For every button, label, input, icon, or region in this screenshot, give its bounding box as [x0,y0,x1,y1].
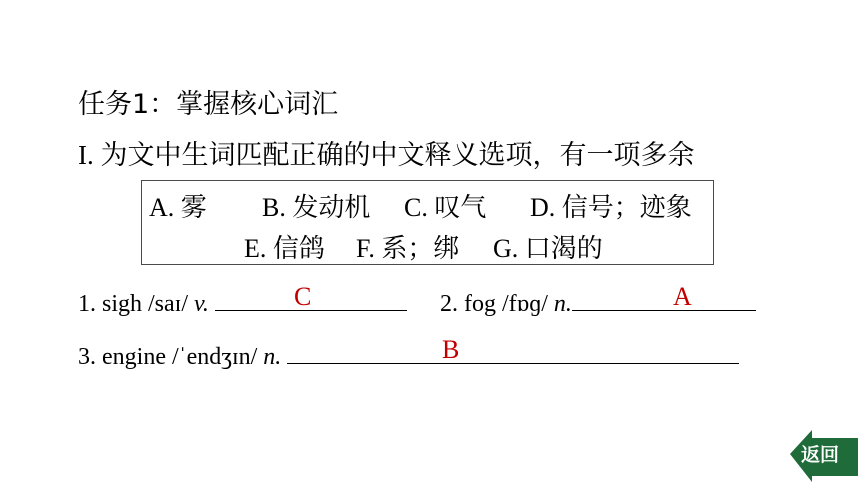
answer-blank-3 [287,343,739,364]
option-b: B. 发动机 [262,193,371,223]
answer-2: A [673,282,692,311]
back-button[interactable] [790,424,860,484]
question-3: 3. engine /ˈendʒɪn/ n. [78,343,739,371]
option-d: D. 信号；迹象 [530,193,692,223]
back-button-label: 返回 [801,444,840,466]
answer-1: C [294,282,312,311]
option-f: F. 系；绑 [356,234,460,264]
option-g: G. 口渴的 [493,234,603,264]
question-1: 1. sigh /saɪ/ v. [78,290,407,318]
question-2: 2. fog /fɒɡ/ n. [440,290,756,318]
option-a: A. 雾 [149,193,207,223]
back-arrow-icon [790,424,860,484]
task-title: 任务1：掌握核心词汇 [78,89,339,120]
instruction-text: I. 为文中生词匹配正确的中文释义选项，有一项多余 [78,140,695,170]
options-box [141,180,714,265]
option-c: C. 叹气 [404,193,487,223]
answer-3: B [442,335,460,364]
answer-blank-2 [572,290,756,311]
option-e: E. 信鸽 [244,234,325,264]
